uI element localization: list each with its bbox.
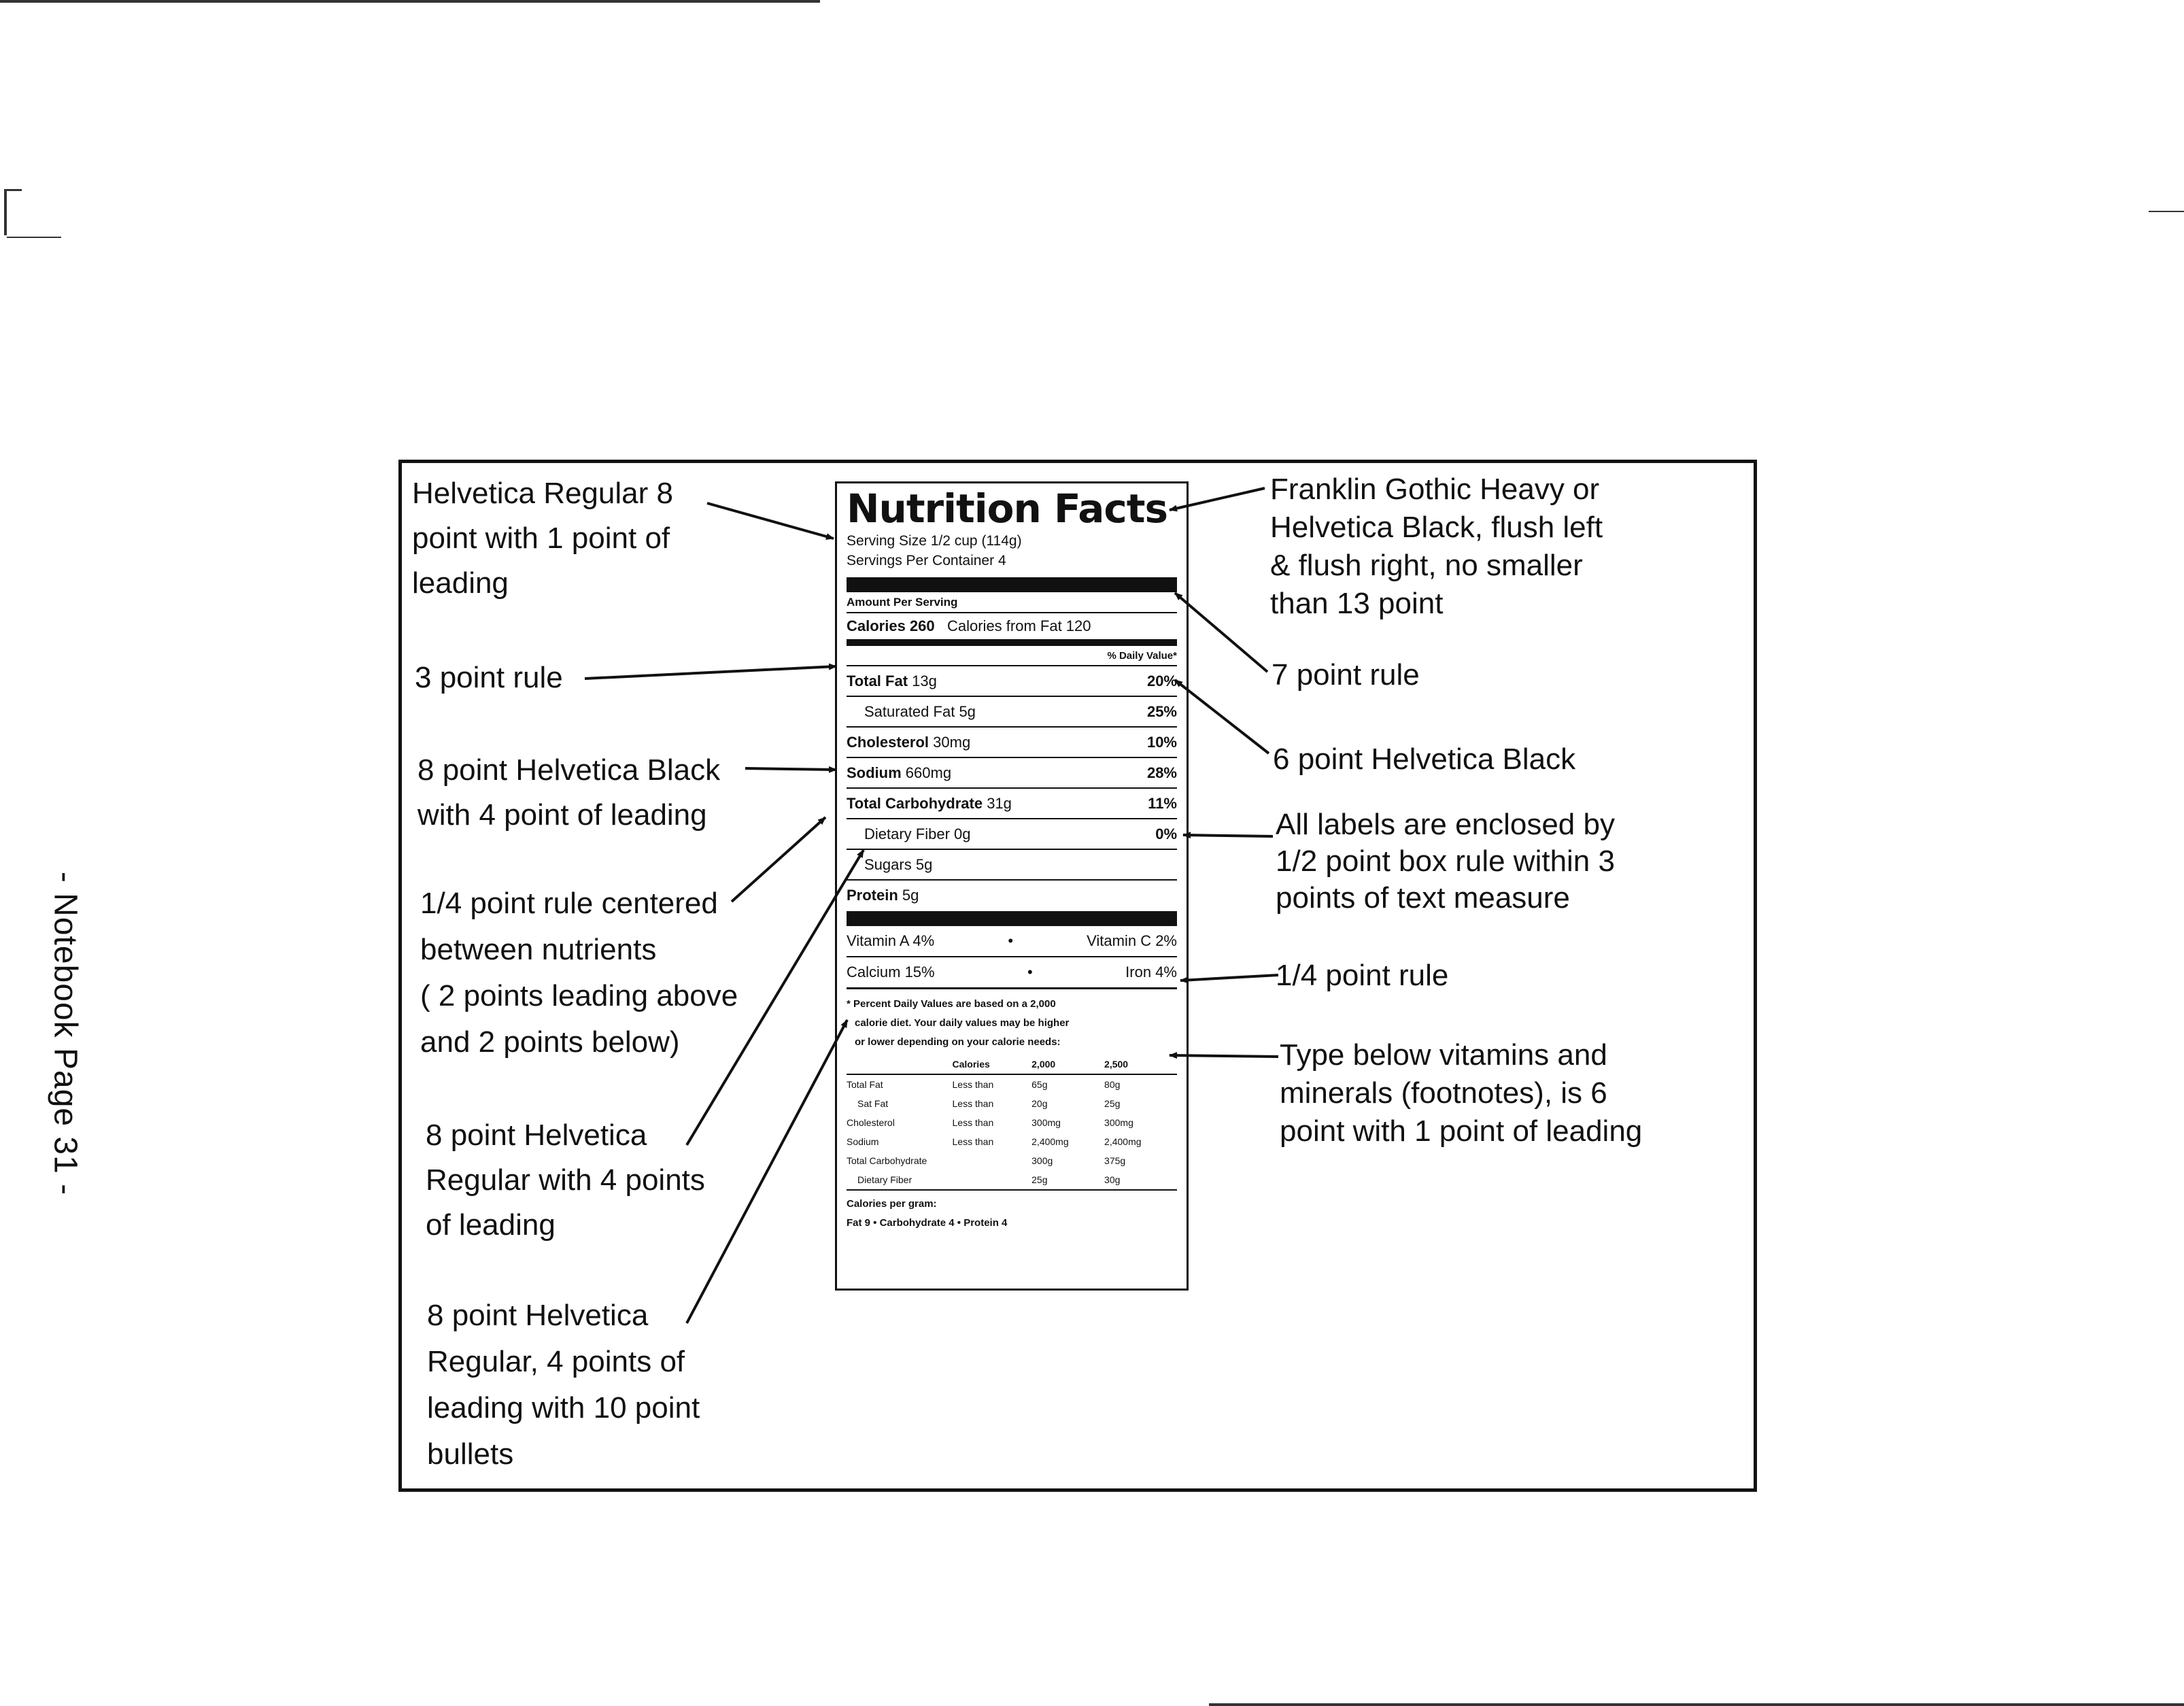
nutrient-amount: 0g (954, 825, 971, 842)
nutrient-name: Total Fat (847, 672, 908, 689)
table-cell: Less than (952, 1136, 994, 1147)
nutrient-name: Total Carbohydrate (847, 794, 983, 812)
vitamin-a: Vitamin A 4% (847, 932, 935, 949)
table-cell: 2,500 (1104, 1059, 1129, 1070)
iron: Iron 4% (1125, 963, 1177, 980)
annotation-line: point with 1 point of (412, 522, 670, 555)
footnote-line: * Percent Daily Values are based on a 2,000 (847, 998, 1056, 1010)
nutrient-name: Sodium (847, 764, 902, 781)
footnote-line: calorie diet. Your daily values may be higher (855, 1017, 1070, 1029)
annotation-line: between nutrients (420, 933, 657, 966)
table-cell: 65g (1031, 1079, 1048, 1090)
table-cell: Less than (952, 1098, 994, 1109)
table-cell: 300g (1031, 1155, 1053, 1166)
table-cell: 25g (1031, 1174, 1048, 1185)
nutrient-amount: 13g (912, 672, 937, 689)
bullet: • (1008, 932, 1014, 949)
nutrient-dv: 28% (1146, 764, 1177, 781)
nutrient-amount: 5g (902, 886, 919, 904)
table-cell: 300mg (1104, 1117, 1133, 1128)
annotation-line: & flush right, no smaller (1270, 549, 1583, 582)
arrow-to-daily-value-header (1175, 680, 1269, 753)
annotation-line: 1/2 point box rule within 3 (1276, 845, 1615, 878)
nutrient-name: Cholesterol (847, 733, 929, 751)
bullet: • (1027, 963, 1033, 980)
annotation-line: than 13 point (1270, 587, 1444, 620)
nutrient-dv: 25% (1146, 702, 1177, 720)
arrow-to-serving-size (707, 503, 834, 539)
table-cell: Total Fat (847, 1079, 883, 1090)
arrow-to-cholesterol (745, 768, 836, 770)
annotation-line: 8 point Helvetica Black (417, 753, 721, 787)
annotation-line: with 4 point of leading (417, 798, 707, 832)
table-cell: 2,000 (1031, 1059, 1056, 1070)
table-cell: 2,400mg (1104, 1136, 1142, 1147)
annotation-line: Helvetica Regular 8 (412, 477, 673, 510)
table-cell: 30g (1104, 1174, 1121, 1185)
servings-per-container: Servings Per Container 4 (847, 553, 1006, 568)
arrow-to-seven-point-rule (1175, 593, 1267, 672)
annotation-line: 6 point Helvetica Black (1273, 743, 1576, 776)
arrow-to-three-point-rule (585, 666, 836, 679)
annotation-line: points of text measure (1276, 881, 1570, 915)
arrow-to-quarter-point-rule (1180, 975, 1278, 980)
annotation-line: point with 1 point of leading (1280, 1114, 1643, 1148)
annotation-line: Regular with 4 points (426, 1163, 705, 1197)
table-cell: Calories (952, 1059, 990, 1070)
table-cell: 2,400mg (1031, 1136, 1069, 1147)
nutrient-name: Saturated Fat (864, 702, 955, 720)
nutrient-name: Protein (847, 886, 898, 904)
table-cell: 20g (1031, 1098, 1048, 1109)
annotation-line: leading (412, 566, 509, 600)
nutrient-dv: 20% (1146, 672, 1177, 689)
annotation-line: ( 2 points leading above (420, 979, 738, 1012)
annotation-line: 1/4 point rule (1276, 959, 1449, 992)
calories-per-gram-label: Calories per gram: (847, 1198, 937, 1210)
annotation-line: All labels are enclosed by (1276, 808, 1615, 841)
table-cell: 80g (1104, 1079, 1121, 1090)
arrow-to-title (1170, 488, 1265, 510)
nutrient-dv: 11% (1148, 794, 1177, 812)
arrow-to-dietary-fiber (687, 850, 864, 1145)
calcium: Calcium 15% (847, 963, 935, 980)
arrow-to-quarter-rule-carbohydrate (732, 817, 825, 902)
nutrient-amount: 5g (959, 702, 976, 720)
annotation-line: leading with 10 point (427, 1391, 700, 1424)
nutrient-dv: 0% (1155, 825, 1177, 842)
table-cell: 300mg (1031, 1117, 1061, 1128)
calories-per-gram: Fat 9 • Carbohydrate 4 • Protein 4 (847, 1217, 1008, 1229)
annotation-line: bullets (427, 1437, 514, 1471)
annotation-line: 1/4 point rule centered (420, 887, 718, 920)
annotation-line: 3 point rule (415, 661, 563, 694)
nutrient-dv: 10% (1146, 733, 1177, 751)
table-cell: 25g (1104, 1098, 1121, 1109)
annotation-line: 8 point Helvetica (427, 1299, 649, 1332)
calories: Calories 260 (847, 617, 935, 634)
daily-value-header: % Daily Value* (847, 646, 1177, 666)
table-cell: Less than (952, 1117, 994, 1128)
table-cell: Total Carbohydrate (847, 1155, 927, 1166)
footnote-line: or lower depending on your calorie needs: (855, 1036, 1061, 1048)
table-cell: Sodium (847, 1136, 879, 1147)
label-title: Nutrition Facts (847, 485, 1167, 532)
annotation-line: Franklin Gothic Heavy or (1270, 473, 1600, 506)
annotation-line: and 2 points below) (420, 1025, 680, 1059)
table-cell: Sat Fat (857, 1098, 889, 1109)
amount-per-serving: Amount Per Serving (847, 592, 1177, 613)
vitamin-c: Vitamin C 2% (1087, 932, 1177, 949)
nutrient-amount: 30mg (933, 733, 971, 751)
nutrient-amount: 31g (987, 794, 1012, 812)
annotation-line: 7 point rule (1272, 658, 1420, 692)
nutrient-amount: 5g (915, 855, 933, 873)
nutrient-amount: 660mg (905, 764, 952, 781)
calories-from-fat: Calories from Fat 120 (946, 617, 1091, 634)
arrow-to-footnote (1170, 1055, 1278, 1057)
serving-size: Serving Size 1/2 cup (114g) (847, 533, 1022, 549)
side-caption: - Notebook Page 31 - (47, 871, 84, 1196)
annotation-line: Regular, 4 points of (427, 1345, 685, 1378)
annotation-line: 8 point Helvetica (426, 1119, 647, 1152)
nutrient-name: Sugars (864, 855, 912, 873)
table-cell: Cholesterol (847, 1117, 895, 1128)
arrow-to-calcium (687, 1020, 847, 1323)
table-cell: Dietary Fiber (857, 1174, 912, 1185)
annotation-line: of leading (426, 1208, 556, 1242)
annotation-line: Helvetica Black, flush left (1270, 511, 1603, 544)
annotation-line: Type below vitamins and (1280, 1038, 1607, 1072)
arrow-to-box-rule (1183, 835, 1273, 836)
table-cell: Less than (952, 1079, 994, 1090)
nutrient-name: Dietary Fiber (864, 825, 950, 842)
table-cell: 375g (1104, 1155, 1126, 1166)
annotation-line: minerals (footnotes), is 6 (1280, 1076, 1607, 1110)
